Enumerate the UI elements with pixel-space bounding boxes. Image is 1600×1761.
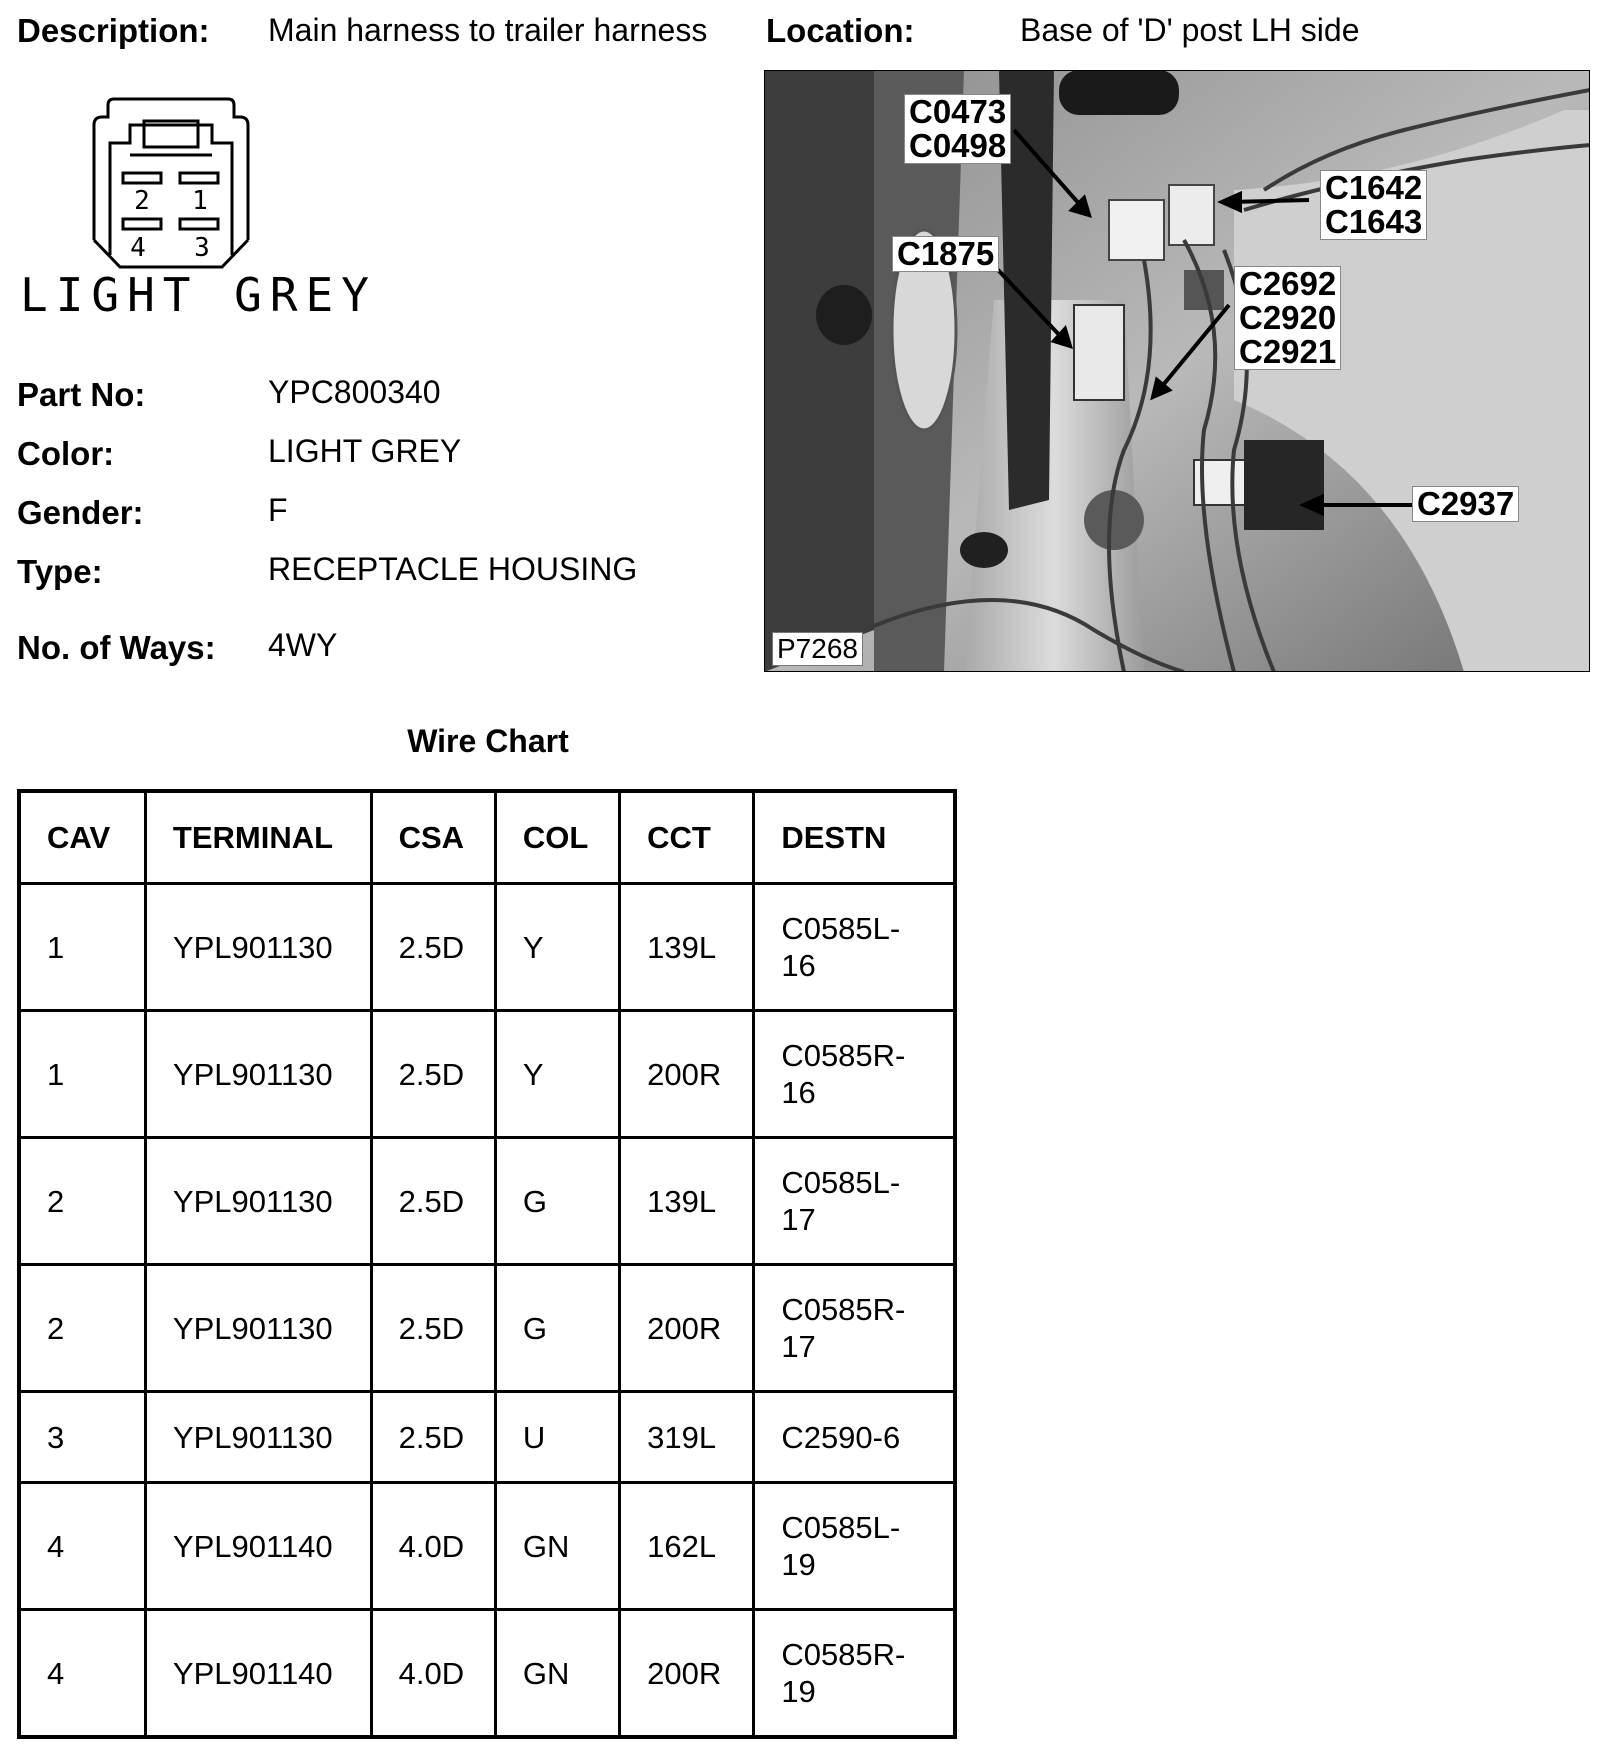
cct-cell: 200R bbox=[620, 1610, 754, 1738]
cct-cell: 319L bbox=[620, 1392, 754, 1483]
column-header-col: COL bbox=[495, 791, 619, 884]
table-row bbox=[19, 884, 955, 1011]
callout-c2937: C2937 bbox=[1412, 486, 1519, 522]
col-cell: Y bbox=[495, 1011, 619, 1138]
col-cell: GN bbox=[495, 1483, 619, 1610]
csa-cell: 4.0D bbox=[371, 1483, 495, 1610]
location-label: Location: bbox=[766, 12, 915, 49]
table-row bbox=[19, 1138, 955, 1265]
location-value: Base of 'D' post LH side bbox=[1020, 12, 1360, 48]
csa-cell: 2.5D bbox=[371, 1138, 495, 1265]
csa-cell: 2.5D bbox=[371, 1011, 495, 1138]
cav-cell: 2 bbox=[19, 1265, 145, 1392]
col-cell: Y bbox=[495, 884, 619, 1011]
destn-cell: C0585R- 16 bbox=[754, 1011, 955, 1138]
destn-cell: C0585L- 16 bbox=[754, 884, 955, 1011]
destn-cell: C0585R- 17 bbox=[754, 1265, 955, 1392]
wire-chart-title: Wire Chart bbox=[407, 723, 569, 759]
cct-cell: 162L bbox=[620, 1483, 754, 1610]
ways-label: No. of Ways: bbox=[17, 629, 216, 666]
column-header-terminal: TERMINAL bbox=[145, 791, 371, 884]
destn-cell: C2590-6 bbox=[754, 1392, 955, 1483]
gender-label: Gender: bbox=[17, 494, 144, 531]
photo-reference: P7268 bbox=[772, 632, 863, 666]
callout-c1642-c1643: C1642 C1643 bbox=[1320, 170, 1427, 240]
ways-value: 4WY bbox=[268, 627, 338, 663]
col-cell: U bbox=[495, 1392, 619, 1483]
cct-cell: 139L bbox=[620, 884, 754, 1011]
col-cell: G bbox=[495, 1265, 619, 1392]
callout-c0473-c0498: C0473 C0498 bbox=[904, 94, 1011, 164]
type-label: Type: bbox=[17, 553, 103, 590]
csa-cell: 2.5D bbox=[371, 884, 495, 1011]
column-header-destn: DESTN bbox=[754, 791, 955, 884]
col-cell: GN bbox=[495, 1610, 619, 1738]
connector-color-caption: LIGHT GREY bbox=[20, 268, 377, 322]
cct-cell: 139L bbox=[620, 1138, 754, 1265]
pin-label: 3 bbox=[194, 233, 210, 263]
wire-chart-table bbox=[17, 789, 957, 1739]
terminal-cell: YPL901130 bbox=[145, 1138, 371, 1265]
type-value: RECEPTACLE HOUSING bbox=[268, 551, 638, 587]
gender-value: F bbox=[268, 492, 288, 528]
cav-cell: 2 bbox=[19, 1138, 145, 1265]
csa-cell: 2.5D bbox=[371, 1265, 495, 1392]
table-header-row bbox=[19, 791, 955, 884]
table-row bbox=[19, 1392, 955, 1483]
callout-c1875: C1875 bbox=[892, 236, 999, 272]
cct-cell: 200R bbox=[620, 1265, 754, 1392]
photo-illustration bbox=[764, 70, 1590, 672]
col-cell: G bbox=[495, 1138, 619, 1265]
cav-cell: 3 bbox=[19, 1392, 145, 1483]
location-photo bbox=[764, 70, 1590, 672]
cav-cell: 4 bbox=[19, 1610, 145, 1738]
terminal-cell: YPL901140 bbox=[145, 1483, 371, 1610]
cav-cell: 1 bbox=[19, 1011, 145, 1138]
destn-cell: C0585L- 19 bbox=[754, 1483, 955, 1610]
pin-label: 4 bbox=[130, 233, 146, 263]
cav-cell: 4 bbox=[19, 1483, 145, 1610]
column-header-cct: CCT bbox=[620, 791, 754, 884]
column-header-csa: CSA bbox=[371, 791, 495, 884]
table-row bbox=[19, 1610, 955, 1738]
terminal-cell: YPL901140 bbox=[145, 1610, 371, 1738]
description-value: Main harness to trailer harness bbox=[268, 12, 708, 48]
csa-cell: 2.5D bbox=[371, 1392, 495, 1483]
pin-label: 2 bbox=[134, 186, 150, 216]
destn-cell: C0585R- 19 bbox=[754, 1610, 955, 1738]
column-header-cav: CAV bbox=[19, 791, 145, 884]
part-no-value: YPC800340 bbox=[268, 374, 441, 410]
terminal-cell: YPL901130 bbox=[145, 1011, 371, 1138]
cct-cell: 200R bbox=[620, 1011, 754, 1138]
csa-cell: 4.0D bbox=[371, 1610, 495, 1738]
table-row bbox=[19, 1265, 955, 1392]
pin-label: 1 bbox=[192, 186, 208, 216]
color-value: LIGHT GREY bbox=[268, 433, 462, 469]
description-label: Description: bbox=[17, 12, 210, 49]
destn-cell: C0585L- 17 bbox=[754, 1138, 955, 1265]
terminal-cell: YPL901130 bbox=[145, 1392, 371, 1483]
table-row bbox=[19, 1483, 955, 1610]
terminal-cell: YPL901130 bbox=[145, 884, 371, 1011]
callout-c2692-c2920-c2921: C2692 C2920 C2921 bbox=[1234, 266, 1341, 370]
part-no-label: Part No: bbox=[17, 376, 146, 413]
table-row bbox=[19, 1011, 955, 1138]
color-label: Color: bbox=[17, 435, 115, 472]
cav-cell: 1 bbox=[19, 884, 145, 1011]
terminal-cell: YPL901130 bbox=[145, 1265, 371, 1392]
